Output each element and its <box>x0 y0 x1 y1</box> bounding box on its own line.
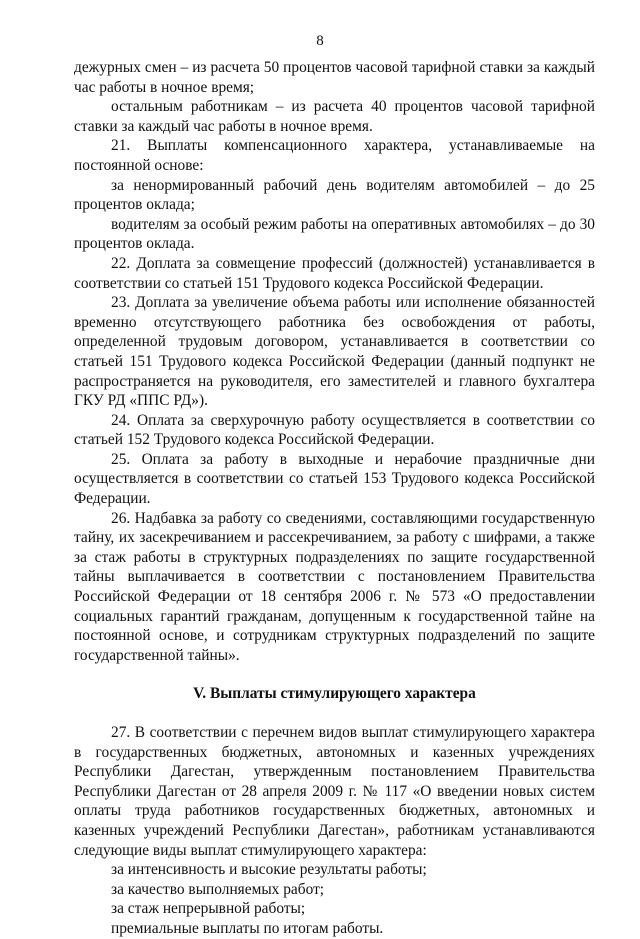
paragraph: остальным работникам – из расчета 40 процентов часовой тарифной ставки за каждый час работы в ночное время. <box>74 98 595 135</box>
list-item: премиальные выплаты по итогам работы. <box>111 919 384 937</box>
section-heading: V. Выплаты стимулирующего характера <box>193 685 476 703</box>
paragraph: дежурных смен – из расчета 50 процентов часовой тарифной ставки за каждый час работы в ночное время; <box>74 59 595 96</box>
paragraph-item-25: 25. Оплата за работу в выходные и нерабочие праздничные дни осуществляется в соответствии со статьей 153 Трудового кодекса Российской Федерации. <box>74 450 595 508</box>
paragraph: водителям за особый режим работы на оперативных автомобилях – до 30 процентов оклада. <box>74 215 595 253</box>
document-body <box>74 58 595 939</box>
page-number: 8 <box>316 33 324 49</box>
list-item: за качество выполняемых работ; <box>111 880 325 898</box>
paragraph: за ненормированный рабочий день водителям автомобилей – до 25 процентов оклада; <box>74 176 595 214</box>
paragraph-item-27: 27. В соответствии с перечнем видов выплат стимулирующего характера в государственных бюджетных, автономных и казенных учреждениях Республики Дагестан, утвержденным постановлением Правительства Республики Дагестан от 28 апреля 2009 г. № 117 «О введении новых систем оплаты труда работников государственных бюджетных, автономных и казенных учреждений Республики Дагестан», работникам устанавливаются следующие виды выплат стимулирующего характера: <box>74 724 595 859</box>
spacer <box>74 704 595 723</box>
list-item: за интенсивность и высокие результаты работы; <box>111 861 427 879</box>
list-item: за стаж непрерывной работы; <box>111 900 306 918</box>
spacer <box>74 665 595 684</box>
paragraph-item-21: 21. Выплаты компенсационного характера, устанавливаемые на постоянной основе: <box>74 137 595 174</box>
paragraph-item-23: 23. Доплата за увеличение объема работы или исполнение обязанностей временно отсутствующего работника без освобождения от работы, определенной трудовым договором, устанавливается в соответствии со статьей 151 Трудового кодекса Российской Федерации (данный подпункт не распространяется на руководителя, его заместителей и главного бухгалтера ГКУ РД «ППС РД»). <box>74 294 595 410</box>
paragraph-item-22: 22. Доплата за совмещение профессий (должностей) устанавливается в соответствии со статьей 151 Трудового кодекса Российской Федерации. <box>74 254 595 292</box>
paragraph-item-26: 26. Надбавка за работу со сведениями, составляющими государственную тайну, их засекречиванием и рассекречиванием, за работу с шифрами, а также за стаж работы в структурных подразделениях по защите государственной тайны выплачивается в соответствии с постановлением Правительства Российской Федерации от 18 сентября 2006 г. № 573 «О предоставлении социальных гарантий гражданам, допущенным к государственной тайне на постоянной основе, и сотрудникам структурных подразделений по защите государственной тайны». <box>74 509 595 664</box>
paragraph-item-24: 24. Оплата за сверхурочную работу осуществляется в соответствии со статьей 152 Трудового кодекса Российской Федерации. <box>74 411 595 449</box>
